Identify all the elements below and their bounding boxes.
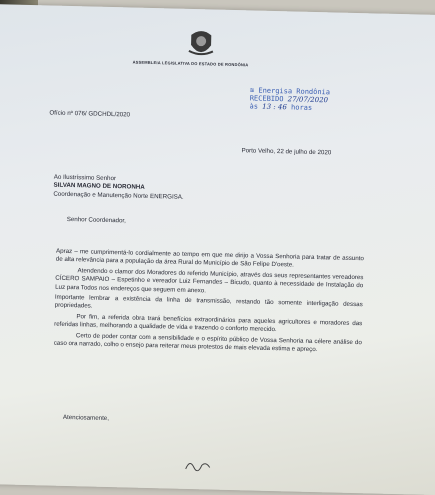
letter-page xyxy=(0,4,435,495)
closing: Atenciosamente, xyxy=(62,413,110,423)
paragraph-1: Apraz – me cumprimentá-lo cordialmente ao tempo em que me dirijo a Vossa Senhoria para tratar de assunto de alta relevância para a população da área Rural do Município de São Felipe D'oeste. xyxy=(55,247,364,269)
paragraph-3: Importante lembrar a existência da linha de transmissão, restando tão somente interligação dessas propriedades. xyxy=(54,293,363,311)
energisa-logo-icon: ≋ xyxy=(249,86,255,95)
received-stamp xyxy=(249,86,330,112)
addressee-salutation: Ao Ilustríssimo Senhor xyxy=(53,173,117,183)
greeting: Senhor Coordenador, xyxy=(66,215,126,225)
letter-reference: Ofício nº 076/ GDCHDL/2020 xyxy=(49,109,131,119)
stamp-hour-prefix: às xyxy=(249,102,259,111)
letter-place-date: Porto Velho, 22 de julho de 2020 xyxy=(241,147,332,157)
stamp-hour-suffix: horas xyxy=(290,103,313,112)
addressee-name: SILVAN MAGNO DE NORONHA xyxy=(53,182,145,192)
paragraph-4: Por fim, a referida obra trará benefícios extraordinários para aqueles agricultores e moradores das referidas linhas, melhorando a qualidade de vida e trazendo o conforto merecido. xyxy=(54,313,363,334)
signature-mark xyxy=(184,457,224,472)
letter-body xyxy=(54,248,364,358)
paragraph-5: Certo de poder contar com a sensibilidade e o espírito público de Vossa Senhoria na célere análise do caso ora narrado, colho o ensejo para reiterar meus protestos de mais elevada estima e apreço. xyxy=(53,331,362,354)
coat-of-arms-icon xyxy=(187,29,216,60)
stamp-hour-value: 13 : 46 xyxy=(262,102,287,112)
paragraph-2: Atendendo o clamor dos Moradores do referido Município, através dos seus representantes vereadores CÍCERO SAMPAIO – Espetinho e vereador Luiz Fernandes – Bicudo, quanto à necessidade de Instalação do Luz para Todos nos endereços que seguem em anexo. xyxy=(55,267,364,294)
stamp-company: ≋ Energisa Rondônia xyxy=(249,86,331,97)
addressee-role: Coordenação e Manutenção Norte ENERGISA. xyxy=(53,190,184,201)
addressee-block xyxy=(53,174,184,202)
institution-name: ASSEMBLEIA LEGISLATIVA DO ESTADO DE RONDÔNIA xyxy=(132,59,249,68)
stamp-received-date: 27/07/2020 xyxy=(287,95,329,105)
stamp-received-label: RECEBIDO xyxy=(249,94,284,104)
